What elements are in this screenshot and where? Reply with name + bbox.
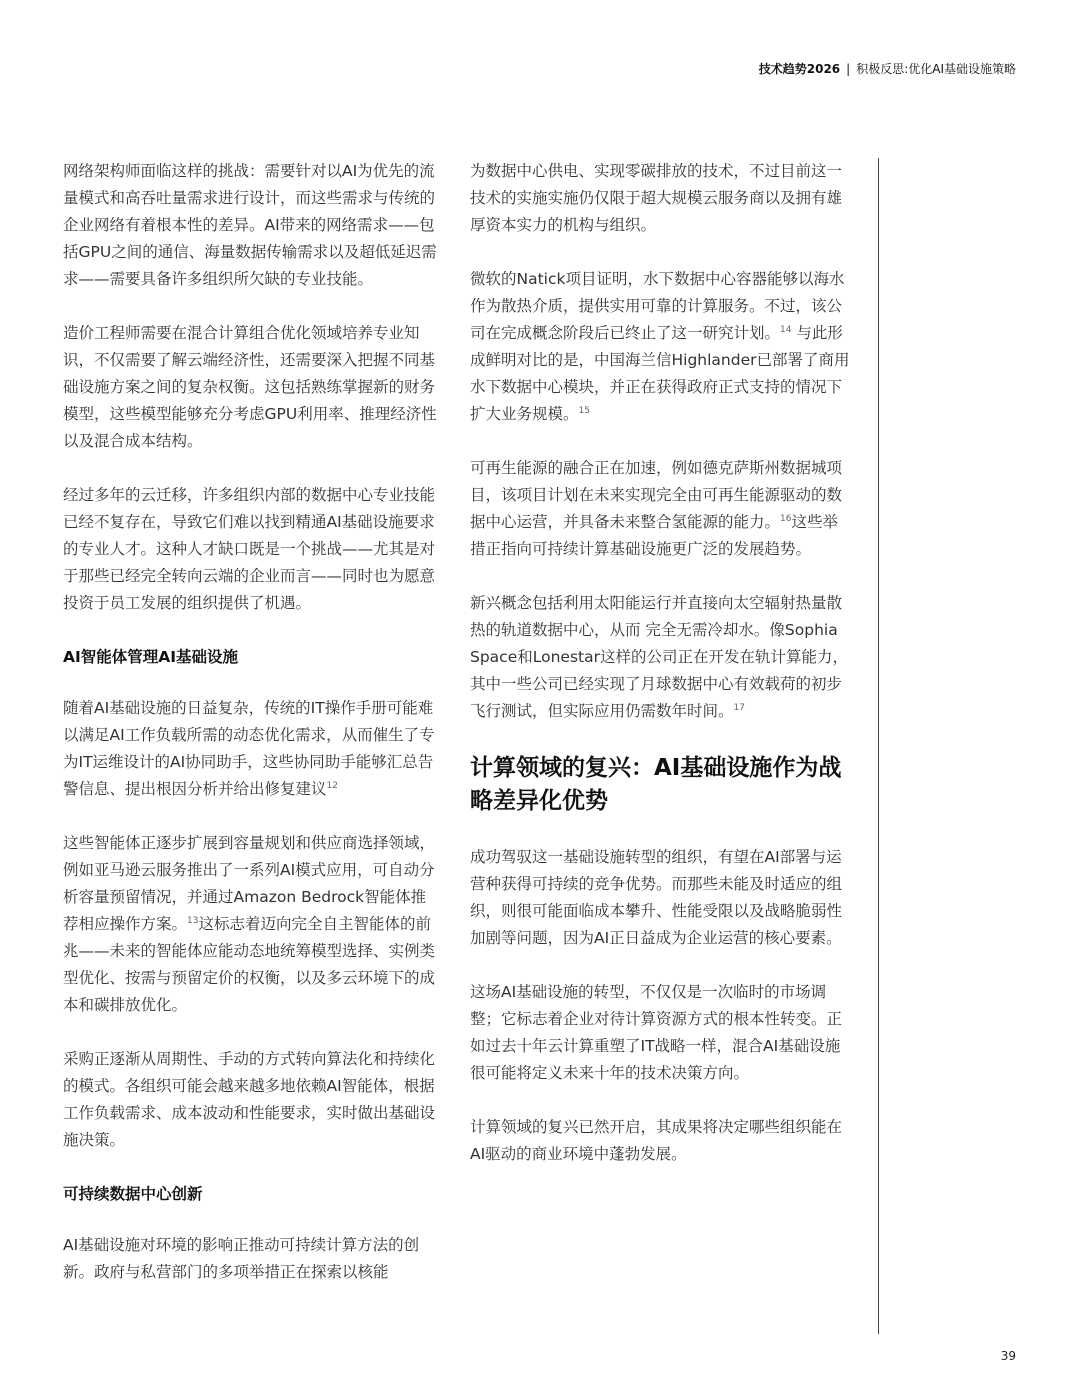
paragraph-ai-copilots xyxy=(63,695,441,803)
paragraph-nuclear-power: 为数据中心供电、实现零碳排放的技术，不过目前这一技术的实施实施仍仅限于超大规模云服务商以及拥有雄厚资本实力的机构与组织。 xyxy=(470,162,843,234)
right-column xyxy=(470,158,850,1195)
paragraph-text: 随着AI基础设施的日益复杂，传统的IT操作手册可能难以满足AI工作负载所需的动态优化需求，从而催生了专为IT运维设计的AI协同助手，这些协同助手能够汇总告警信息、提出根因分析并给出修复建议 xyxy=(63,699,435,798)
section-heading-compute-renaissance: 计算领域的复兴：AI基础设施作为战略差异化优势 xyxy=(470,755,842,814)
section-heading-sustainable-dc: 可持续数据中心创新 xyxy=(63,1185,203,1203)
section-heading-ai-agents: AI智能体管理AI基础设施 xyxy=(63,648,239,666)
footnote-ref: 16 xyxy=(780,513,792,524)
header-separator: | xyxy=(846,62,851,76)
running-header xyxy=(759,60,1016,77)
paragraph-conclusion: 计算领域的复兴已然开启，其成果将决定哪些组织能在AI驱动的商业环境中蓬勃发展。 xyxy=(470,1118,843,1163)
paragraph-transformation: 这场AI基础设施的转型，不仅仅是一次临时的市场调整；它标志着企业对待计算资源方式的根本性转变。正如过去十年云计算重塑了IT战略一样，混合AI基础设施很可能将定义未来十年的技术决策方向。 xyxy=(470,983,843,1082)
paragraph-underwater-dc xyxy=(470,266,850,428)
paragraph-text: 微软的Natick项目证明，水下数据中心容器能够以海水作为散热介质，提供实用可靠的计算服务。不过，该公司在完成概念阶段后已终止了这一研究计划。 xyxy=(470,270,845,342)
paragraph-cost-engineers: 造价工程师需要在混合计算组合优化领域培养专业知识，不仅需要了解云端经济性，还需要深入把握不同基础设施方案之间的复杂权衡。这包括熟练掌握新的财务模型，这些模型能够充分考虑GPU利用率、推理经济性以及混合成本结构。 xyxy=(63,324,437,450)
paragraph-text: 可再生能源的融合正在加速，例如德克萨斯州数据城项目，该项目计划在未来实现完全由可再生能源驱动的数据中心运营，并具备未来整合氢能源的能力。 xyxy=(470,459,843,531)
paragraph-orbital-dc xyxy=(470,590,850,725)
footnote-ref: 17 xyxy=(733,702,745,713)
paragraph-network-architects: 网络架构师面临这样的挑战：需要针对以AI为优先的流量模式和高吞吐量需求进行设计，而这些需求与传统的企业网络有着根本性的差异。AI带来的网络需求——包括GPU之间的通信、海量数据传输需求以及超低延迟需求——需要具备许多组织所欠缺的专业技能。 xyxy=(63,162,437,288)
footnote-ref: 15 xyxy=(578,405,590,416)
paragraph-text: 新兴概念包括利用太阳能运行并直接向太空辐射热量散热的轨道数据中心，从而 完全无需冷却水。像Sophia Space和Lonestar这样的公司正在开发在轨计算能力，其中一些公司已经实现了月球数据中心有效载荷的初步飞行测试，但实际应用仍需数年时间。 xyxy=(470,594,848,720)
footnote-ref: 12 xyxy=(326,780,338,791)
paragraph-text: 与此形成鲜明对比的是，中国海兰信Highlander已部署了商用水下数据中心模块，并正在获得政府正式支持的情况下扩大业务规模。 xyxy=(470,324,850,423)
left-column xyxy=(63,158,441,1313)
paragraph-competitive-advantage: 成功驾驭这一基础设施转型的组织，有望在AI部署与运营种获得可持续的竞争优势。而那些未能及时适应的组织，则很可能面临成本攀升、性能受限以及战略脆弱性加剧等问题，因为AI正日益成为企业运营的核心要素。 xyxy=(470,848,843,947)
paragraph-renewables xyxy=(470,455,850,563)
paragraph-text: 这些举措正指向可持续计算基础设施更广泛的发展趋势。 xyxy=(470,513,838,558)
paragraph-text: 这标志着迈向完全自主智能体的前兆——未来的智能体应能动态地统筹模型选择、实例类型优化、按需与预留定价的权衡，以及多云环境下的成本和碳排放优化。 xyxy=(63,915,436,1014)
paragraph-procurement: 采购正逐渐从周期性、手动的方式转向算法化和持续化的模式。各组织可能会越来越多地依赖AI智能体，根据工作负载需求、成本波动和性能要求，实时做出基础设施决策。 xyxy=(63,1050,436,1149)
paragraph-capacity-planning xyxy=(63,830,441,1019)
paragraph-text: 这些智能体正逐步扩展到容量规划和供应商选择领域，例如亚马逊云服务推出了一系列AI模式应用，可自动分析容量预留情况，并通过Amazon Bedrock智能体推荐相应操作方案。 xyxy=(63,834,436,933)
page-number: 39 xyxy=(1000,1349,1016,1363)
paragraph-talent-gap: 经过多年的云迁移，许多组织内部的数据中心专业技能已经不复存在，导致它们难以找到精通AI基础设施要求的专业人才。这种人才缺口既是一个挑战——尤其是对于那些已经完全转向云端的企业而言——同时也为愿意投资于员工发展的组织提供了机遇。 xyxy=(63,486,436,612)
column-divider xyxy=(878,158,879,1334)
paragraph-environmental-impact: AI基础设施对环境的影响正推动可持续计算方法的创新。政府与私营部门的多项举措正在探索以核能 xyxy=(63,1236,420,1281)
report-title: 技术趋势2026 xyxy=(758,62,841,76)
chapter-title: 积极反思:优化AI基础设施策略 xyxy=(856,62,1016,76)
footnote-ref: 13 xyxy=(187,915,199,926)
footnote-ref: 14 xyxy=(780,324,792,335)
